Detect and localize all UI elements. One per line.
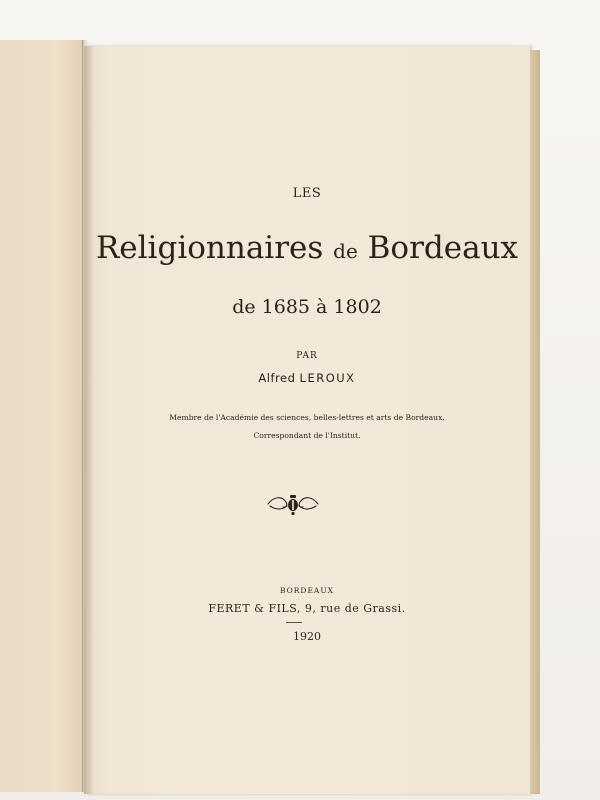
main-title-bordeaux: Bordeaux bbox=[367, 230, 519, 266]
publication-year: 1920 bbox=[293, 630, 321, 643]
author-first-name: Alfred bbox=[258, 371, 296, 385]
left-page bbox=[0, 40, 83, 792]
main-title bbox=[84, 230, 530, 266]
author-membership: Membre de l'Académie des sciences, belles-lettres et arts de Bordeaux, bbox=[169, 413, 445, 422]
page-fore-edge bbox=[530, 50, 540, 794]
main-title-de: de bbox=[333, 239, 358, 263]
date-range: de 1685 à 1802 bbox=[232, 296, 382, 318]
main-title-religionnaires: Religionnaires bbox=[95, 230, 324, 266]
publisher: FERET & FILS, 9, rue de Grassi. bbox=[208, 602, 406, 615]
title-les: LES bbox=[292, 186, 322, 201]
publication-city: BORDEAUX bbox=[279, 586, 334, 595]
publisher-rule bbox=[286, 622, 302, 623]
fleuron-ornament-icon bbox=[266, 492, 320, 516]
by-label: PAR bbox=[296, 351, 318, 361]
author-correspondent: Correspondant de l'Institut. bbox=[253, 431, 361, 440]
author-name bbox=[84, 371, 530, 385]
author-last-name: LEROUX bbox=[299, 371, 356, 385]
